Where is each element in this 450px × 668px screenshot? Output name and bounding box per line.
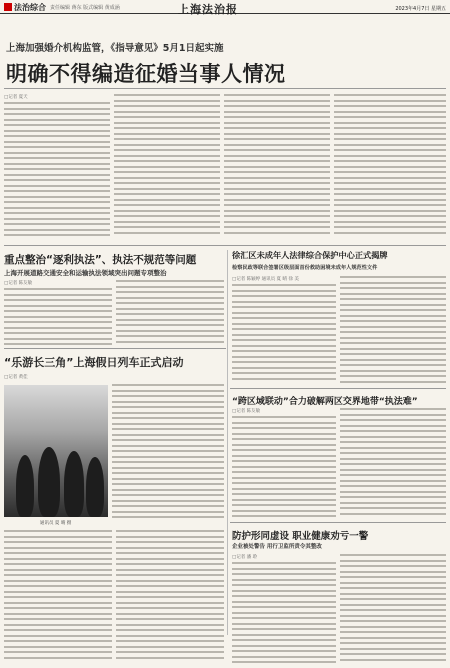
divider	[4, 348, 226, 349]
lower-right-byline: □记者 陈友敏	[232, 409, 261, 414]
page-header	[0, 0, 450, 14]
lower-right-title: “跨区域联动”合力破解两区交界地带“执法难”	[232, 397, 418, 407]
mid-right-column-1	[232, 276, 336, 384]
mid-right-column-2	[340, 276, 446, 384]
mid-left-column-1	[4, 280, 112, 346]
divider	[4, 88, 446, 89]
divider	[230, 522, 446, 523]
mid-right-subtitle: 检察民政等联合签署区级层面首份救助困境未成年人规范性文件	[232, 265, 378, 271]
lower-left-column-1	[112, 384, 224, 526]
issue-date: 2023年4月7日 星期五	[395, 6, 446, 12]
bottom-right-column-2	[340, 554, 446, 664]
photo-caption: 通讯员 夏 晴 摄	[40, 521, 72, 526]
lead-kicker: 上海加强婚介机构监管，《指导意见》5月1日起实施	[6, 43, 224, 54]
masthead: 上海法治报	[178, 3, 238, 16]
bottom-right-column-1	[232, 554, 336, 664]
mid-left-subtitle: 上海开展道路交通安全和运输执法领域突出问题专项整治	[4, 269, 167, 277]
lower-left-title: “乐游长三角”上海假日列车正式启动	[4, 356, 184, 369]
lower-right-column-1	[232, 408, 336, 518]
divider	[230, 388, 446, 389]
editors-line: 责任编辑 蒋东 版式编辑 黄成涵	[50, 5, 120, 11]
mid-left-byline: □记者 陈友敏	[4, 281, 33, 286]
mid-left-title: 重点整治“逐利执法”、执法不规范等问题	[4, 254, 197, 266]
train-photo	[4, 385, 108, 517]
mid-right-byline: □记者 陈颖婷 通讯员 夏 晴 徐 美	[232, 277, 299, 282]
lead-byline: □记者 夏天	[4, 95, 28, 100]
lead-column-4	[334, 94, 446, 242]
bottom-right-byline: □记者 潘 聆	[232, 555, 258, 560]
lead-column-2	[114, 94, 220, 242]
divider	[4, 245, 446, 246]
lower-left-byline: □记者 黄佳	[4, 375, 28, 380]
mid-right-title: 徐汇区未成年人法律综合保护中心正式揭牌	[232, 250, 388, 260]
column-divider	[227, 250, 228, 635]
lower-right-column-2	[340, 408, 446, 518]
lead-column-1	[4, 94, 110, 242]
lower-left-column-2	[4, 530, 112, 665]
lower-left-column-3	[116, 530, 224, 665]
section-label	[4, 2, 46, 13]
bottom-right-subtitle: 企业被处警告 用行卫监所责令其整改	[232, 544, 322, 550]
mid-left-column-2	[116, 280, 224, 346]
bottom-right-title: 防护形同虚设 职业健康劝亏一警	[232, 531, 369, 542]
section-marker-icon	[4, 3, 12, 11]
lead-headline: 明确不得编造征婚当事人情况	[6, 62, 286, 86]
lead-column-3	[224, 94, 330, 242]
section-title: 法治综合	[14, 3, 46, 12]
